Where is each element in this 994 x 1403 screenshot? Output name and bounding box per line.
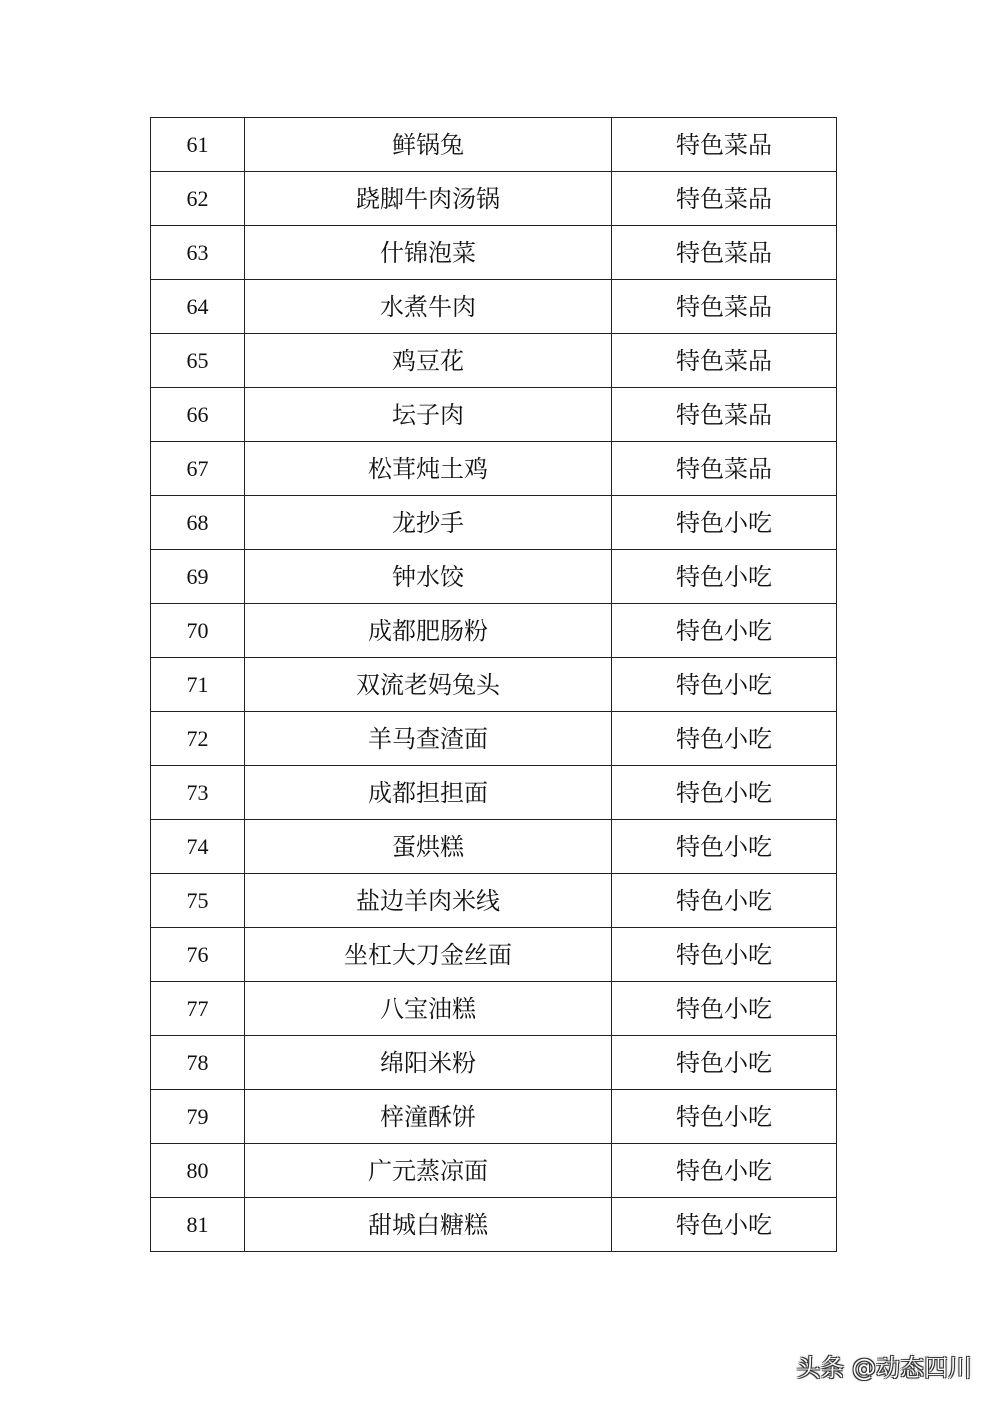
dish-name-cell: 广元蒸凉面 [245,1144,612,1198]
table-row [151,496,837,550]
dish-name-cell: 松茸炖土鸡 [245,442,612,496]
category-cell: 特色菜品 [612,118,837,172]
category-cell: 特色小吃 [612,874,837,928]
table-row [151,1198,837,1252]
row-number-cell: 79 [151,1090,245,1144]
dish-name-cell: 双流老妈兔头 [245,658,612,712]
dish-name-cell: 什锦泡菜 [245,226,612,280]
row-number-cell: 75 [151,874,245,928]
row-number-cell: 77 [151,982,245,1036]
dish-name-cell: 甜城白糖糕 [245,1198,612,1252]
table-row [151,442,837,496]
row-number-cell: 73 [151,766,245,820]
category-cell: 特色小吃 [612,550,837,604]
table-row [151,1090,837,1144]
table-row [151,1144,837,1198]
dish-name-cell: 坛子肉 [245,388,612,442]
category-cell: 特色菜品 [612,280,837,334]
category-cell: 特色小吃 [612,982,837,1036]
dish-name-cell: 鸡豆花 [245,334,612,388]
dish-name-cell: 绵阳米粉 [245,1036,612,1090]
category-cell: 特色菜品 [612,226,837,280]
table-row [151,874,837,928]
row-number-cell: 65 [151,334,245,388]
category-cell: 特色小吃 [612,604,837,658]
row-number-cell: 62 [151,172,245,226]
category-cell: 特色小吃 [612,712,837,766]
row-number-cell: 68 [151,496,245,550]
dish-name-cell: 钟水饺 [245,550,612,604]
row-number-cell: 72 [151,712,245,766]
dish-name-cell: 水煮牛肉 [245,280,612,334]
category-cell: 特色小吃 [612,496,837,550]
category-cell: 特色小吃 [612,1036,837,1090]
dish-name-cell: 跷脚牛肉汤锅 [245,172,612,226]
table-row [151,334,837,388]
row-number-cell: 69 [151,550,245,604]
watermark: 头条 @动态四川 [796,1354,972,1382]
table-row [151,550,837,604]
category-cell: 特色小吃 [612,766,837,820]
dish-name-cell: 鲜锅兔 [245,118,612,172]
category-cell: 特色小吃 [612,820,837,874]
category-cell: 特色小吃 [612,928,837,982]
category-cell: 特色小吃 [612,1090,837,1144]
row-number-cell: 64 [151,280,245,334]
table-row [151,658,837,712]
table-row [151,982,837,1036]
table-row [151,1036,837,1090]
row-number-cell: 70 [151,604,245,658]
table-row [151,226,837,280]
category-cell: 特色小吃 [612,658,837,712]
table-row [151,928,837,982]
row-number-cell: 76 [151,928,245,982]
table-row [151,712,837,766]
category-cell: 特色菜品 [612,172,837,226]
category-cell: 特色小吃 [612,1198,837,1252]
table-row [151,280,837,334]
row-number-cell: 81 [151,1198,245,1252]
table-row [151,820,837,874]
dish-name-cell: 蛋烘糕 [245,820,612,874]
food-list-table [150,117,837,1252]
dish-name-cell: 八宝油糕 [245,982,612,1036]
row-number-cell: 61 [151,118,245,172]
table-row [151,766,837,820]
category-cell: 特色小吃 [612,1144,837,1198]
category-cell: 特色菜品 [612,334,837,388]
dish-name-cell: 成都肥肠粉 [245,604,612,658]
table-row [151,604,837,658]
row-number-cell: 71 [151,658,245,712]
row-number-cell: 66 [151,388,245,442]
row-number-cell: 63 [151,226,245,280]
dish-name-cell: 坐杠大刀金丝面 [245,928,612,982]
row-number-cell: 74 [151,820,245,874]
category-cell: 特色菜品 [612,442,837,496]
table-row [151,172,837,226]
table-row [151,388,837,442]
row-number-cell: 78 [151,1036,245,1090]
table-body [151,118,837,1252]
dish-name-cell: 龙抄手 [245,496,612,550]
row-number-cell: 67 [151,442,245,496]
dish-name-cell: 成都担担面 [245,766,612,820]
table-row [151,118,837,172]
category-cell: 特色菜品 [612,388,837,442]
row-number-cell: 80 [151,1144,245,1198]
dish-name-cell: 梓潼酥饼 [245,1090,612,1144]
dish-name-cell: 羊马查渣面 [245,712,612,766]
dish-name-cell: 盐边羊肉米线 [245,874,612,928]
